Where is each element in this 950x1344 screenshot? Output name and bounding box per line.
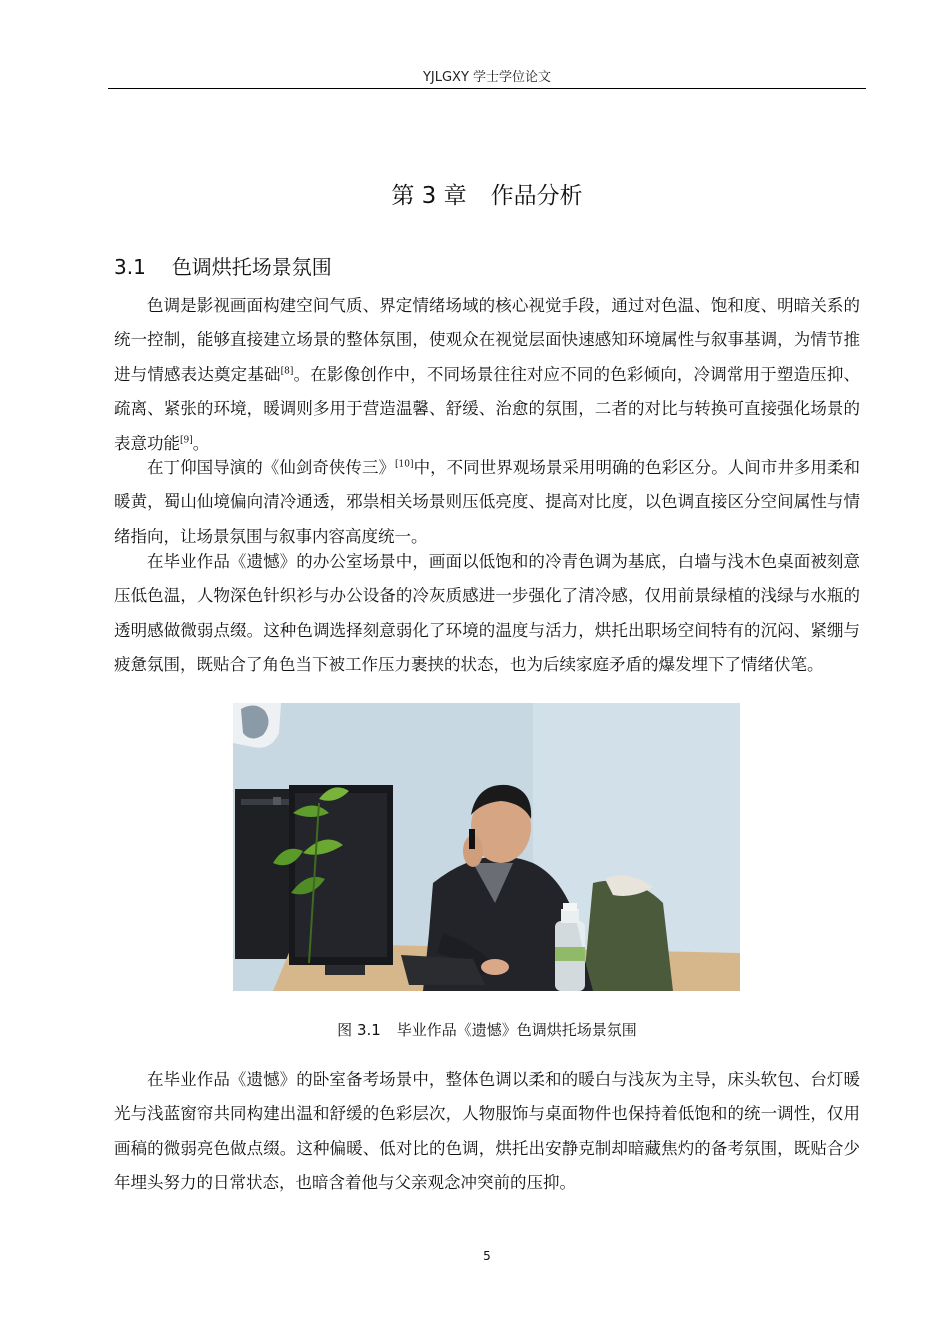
section-heading [114, 251, 332, 280]
paragraph-1 [114, 289, 860, 461]
figure-caption-text: 毕业作品《遗憾》色调烘托场景氛围 [396, 1021, 637, 1039]
p2-text-b: 中，不同世界观场景采用明确的色彩区分。人间市井多用柔和暖黄，蜀山仙境偏向清冷通透，邪祟相关场景则压低亮度、提高对比度，以色调直接区分空间属性与情绪指向，让场景氛围与叙事内容高度统一。 [114, 458, 861, 546]
section-name: 色调烘托场景氛围 [171, 255, 332, 279]
citation-10[interactable]: [10] [395, 459, 414, 470]
figure-caption [108, 1019, 866, 1040]
running-header: YJLGXY 学士学位论文 [422, 70, 552, 85]
chapter-label: 第 3 章 [391, 183, 467, 209]
chapter-name: 作品分析 [490, 183, 583, 209]
paragraph-2 [114, 451, 860, 554]
section-number: 3.1 [114, 255, 146, 279]
paragraph-4: 在毕业作品《遗憾》的卧室备考场景中，整体色调以柔和的暖白与浅灰为主导，床头软包、台灯暖光与浅蓝窗帘共同构建出温和舒缓的色彩层次，人物服饰与桌面物件也保持着低饱和的统一调性，仅用画稿的微弱亮色做点缀。这种偏暖、低对比的色调，烘托出安静克制却暗藏焦灼的备考氛围，既贴合少年埋头努力的日常状态，也暗含着他与父亲观念冲突前的压抑。 [114, 1070, 860, 1193]
chapter-title [108, 177, 866, 210]
p1-text-c: 。 [192, 433, 210, 453]
citation-8[interactable]: [8] [280, 366, 294, 377]
p1-text-a: 色调是影视画面构建空间气质、界定情绪场域的核心视觉手段，通过对色温、饱和度、明暗关系的统一控制，能够直接建立场景的整体氛围，使观众在视觉层面快速感知环境属性与叙事基调，为情节推进与情感表达奠定基础 [114, 296, 860, 384]
figure-label: 图 3.1 [337, 1021, 381, 1039]
page-number: 5 [483, 1249, 491, 1263]
paragraph-3: 在毕业作品《遗憾》的办公室场景中，画面以低饱和的冷青色调为基底，白墙与浅木色桌面被刻意压低色温，人物深色针织衫与办公设备的冷灰质感进一步强化了清冷感，仅用前景绿植的浅绿与水瓶的透明感做微弱点缀。这种色调选择刻意弱化了环境的温度与活力，烘托出职场空间特有的沉闷、紧绷与疲惫氛围，既贴合了角色当下被工作压力裹挟的状态，也为后续家庭矛盾的爆发埋下了情绪伏笔。 [114, 552, 860, 675]
citation-9[interactable]: [9] [180, 435, 193, 446]
office-scene-photo [233, 703, 740, 991]
p1-text-b: 。在影像创作中，不同场景往往对应不同的色彩倾向，冷调常用于塑造压抑、疏离、紧张的环境，暖调则多用于营造温馨、舒缓、治愈的氛围，二者的对比与转换可直接强化场景的表意功能 [114, 364, 861, 453]
header-rule [108, 88, 866, 89]
p2-text-a: 在丁仰国导演的《仙剑奇侠传三》 [147, 458, 396, 477]
